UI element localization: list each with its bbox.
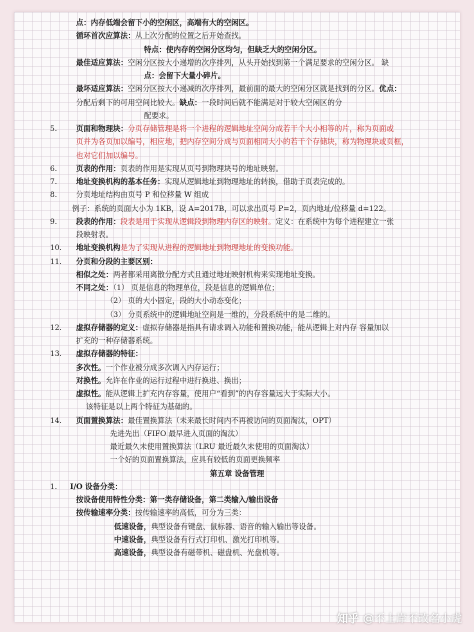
term-label: 页面和物理块：	[76, 124, 128, 133]
term-label: 优点：	[379, 84, 402, 94]
body-text: 从上次分配的位置之后开始查找。	[135, 31, 247, 41]
body-text: 两者都采用离散分配方式且通过地址映射机构来实现地址变换。	[112, 269, 320, 279]
line-text	[76, 347, 143, 360]
note-line	[14, 427, 460, 440]
body-text: 实现从逻辑地址到物理地址的转换，借助于页表完成的。	[164, 177, 350, 186]
line-text	[76, 162, 283, 175]
item-number: 13.	[50, 349, 62, 359]
body-text: 定义：在系统中为每个进程建立一张	[275, 216, 394, 226]
line-text	[76, 96, 342, 109]
item-number: 6.	[50, 163, 58, 173]
body-text: 按传输速率的高低，可分为三类：	[135, 508, 247, 518]
note-line	[14, 493, 460, 506]
note-line	[14, 520, 460, 533]
term-label: 分页和分段的主要区别：	[76, 256, 158, 266]
term-label: 高速设备，	[114, 548, 151, 557]
note-line	[14, 69, 460, 82]
highlight-text: 分页存储管理是将一个进程的逻辑地址空间分成若干个大小相等的片，称为页面或	[127, 124, 394, 133]
term-label: I/O 设备分类：	[70, 481, 123, 491]
note-line	[14, 109, 460, 122]
highlight-text: 是为了实现从进程的逻辑地址到物理地址的变换功能。	[120, 243, 298, 253]
item-number: 11.	[50, 256, 62, 266]
note-line	[14, 175, 460, 188]
note-line	[14, 361, 460, 374]
item-number: 12.	[50, 322, 62, 332]
note-line	[14, 506, 460, 519]
body-text: 一个作业被分成多次调入内存运行；	[105, 362, 224, 372]
term-label: 最佳适应算法：	[76, 57, 128, 67]
item-number: 7.	[50, 177, 58, 186]
note-line	[14, 347, 460, 360]
term-label: 按传输速率分类：	[76, 508, 136, 518]
line-text	[76, 493, 278, 506]
body-text: （2） 页的大小固定，段的大小动态变化；	[106, 296, 247, 306]
body-text: 典型设备有键盘、鼠标器、语音的输入输出等设备。	[150, 521, 321, 531]
term-label: 按设备使用特性分类：第一类存储设备，第二类输入/输出设备	[76, 495, 279, 504]
line-text	[76, 135, 409, 148]
line-text	[144, 69, 225, 82]
term-label: 相似之处：	[76, 269, 113, 279]
body-text: 例子：系统的页面大小为 1KB，设 A=2017B，可以求出页号 P=2，页内地址/位移量 d=122。	[72, 203, 391, 213]
body-text: 空闲分区按大小递减的次序排列，最前面的最大的空闲分区就是找到的分区。	[127, 84, 380, 94]
note-line	[14, 202, 460, 215]
line-text	[110, 440, 314, 453]
body-text: （3） 分页系统中的逻辑地址空间是一维的，分段系统中的是二维的。	[106, 309, 335, 319]
term-label: 页面置换算法：	[76, 415, 128, 425]
note-line	[14, 149, 460, 162]
line-text	[110, 427, 242, 440]
body-text: 一段时间后就不能满足对于较大空闲区的分	[201, 97, 343, 107]
notes-content	[14, 16, 460, 559]
body-text: 配要求。	[144, 110, 174, 120]
note-line	[14, 122, 460, 135]
term-label: 第五章 设备管理	[209, 468, 265, 478]
body-text: 分配后剩下的可用空间比较大。	[76, 97, 180, 107]
body-text: 先进先出（FIFO 最早进入页面的淘汰）	[110, 428, 243, 438]
line-text	[76, 122, 394, 135]
note-line	[14, 374, 460, 387]
line-text	[110, 453, 280, 466]
note-line	[14, 440, 460, 453]
term-label: 缺点：	[179, 97, 202, 107]
note-line	[14, 467, 460, 480]
note-line	[14, 400, 460, 413]
watermark-author: @不上岸不改名小虎	[363, 612, 462, 625]
body-text: 典型设备有磁带机、磁盘机、光盘机等。	[150, 548, 285, 557]
item-number: 5.	[50, 124, 58, 133]
line-text	[76, 281, 279, 294]
line-text	[76, 228, 113, 241]
line-text	[76, 268, 320, 281]
highlight-text: 页并为各页加以编号，相应地，把内存空间分成与页面相同大小的若干个存储块，称为物理块或页框，	[76, 137, 409, 147]
term-label: 页表的作用：	[76, 163, 121, 173]
item-number: 10.	[50, 243, 62, 253]
line-text	[76, 175, 349, 188]
line-text	[76, 149, 143, 162]
note-line	[14, 43, 460, 56]
line-text	[14, 467, 460, 480]
highlight-text: 也对它们加以编号。	[76, 150, 143, 160]
highlight-text: 段表是用于实现从逻辑段到物理内存区的映射。	[120, 216, 276, 226]
body-text: 空闲分区按大小递增的次序排列，从头开始找到第一个满足要求的空闲分区。 缺	[127, 57, 389, 67]
note-line	[14, 162, 460, 175]
line-text	[76, 215, 394, 228]
term-label: 循环首次应算法：	[76, 31, 136, 41]
line-text	[114, 533, 284, 546]
note-line	[14, 546, 460, 559]
body-text: 段映射表。	[76, 230, 113, 239]
body-text: 分页地址结构由页号 P 和位移量 W 组成	[76, 190, 209, 200]
item-number: 14.	[50, 415, 62, 425]
body-text: 页表的作用是实现从页号到物理块号的地址映射。	[120, 163, 283, 173]
line-text	[76, 255, 157, 268]
line-text	[76, 414, 336, 427]
note-line	[14, 268, 460, 281]
note-line	[14, 281, 460, 294]
note-line	[14, 334, 460, 347]
note-line	[14, 255, 460, 268]
note-line	[14, 480, 460, 493]
line-text	[76, 29, 246, 42]
note-line	[14, 321, 460, 334]
note-line	[14, 453, 460, 466]
line-text	[72, 202, 391, 215]
line-text	[76, 506, 246, 519]
term-label: 低速设备，	[114, 521, 151, 531]
line-text	[144, 109, 174, 122]
body-text: 该特征是以上两个特征为基础的。	[86, 402, 197, 412]
line-text	[114, 546, 284, 559]
body-text: 一个好的页面置换算法，应具有较低的页面更换频率	[110, 455, 280, 465]
note-line	[14, 135, 460, 148]
line-text	[86, 400, 197, 413]
item-number: 1.	[50, 481, 58, 491]
line-text	[76, 56, 389, 69]
watermark	[337, 610, 462, 626]
term-label: 虚拟存储器的定义：	[76, 322, 143, 332]
notes-page	[14, 12, 460, 622]
line-text	[76, 374, 246, 387]
note-line	[14, 228, 460, 241]
line-text	[76, 82, 401, 95]
line-text	[76, 188, 209, 201]
note-line	[14, 387, 460, 400]
item-number: 8.	[50, 190, 58, 200]
line-text	[106, 308, 335, 321]
term-label: 多次性。	[76, 362, 106, 372]
term-label: 虚拟性。	[76, 389, 106, 398]
line-text	[70, 480, 122, 493]
term-label: 最坏适应算法：	[76, 84, 128, 94]
line-text	[76, 16, 253, 29]
note-line	[14, 29, 460, 42]
note-line	[14, 16, 460, 29]
term-label: 虚拟存储器的特征：	[76, 349, 143, 359]
term-label: 段表的作用：	[76, 216, 121, 226]
body-text: 虚拟存储器是指具有请求调入功能和置换功能，能从逻辑上对内存 容量加以	[142, 322, 389, 332]
line-text	[114, 520, 321, 533]
term-label: 特点：使内存的空闲分区均匀，但缺乏大的空闲分区。	[144, 44, 322, 54]
note-line	[14, 96, 460, 109]
body-text: 能从逻辑上扩充内存容量，使用户“看到”的内存容量远大于实际大小。	[105, 389, 335, 398]
term-label: 点：内存低端会留下小的空闲区，高端有大的空闲区。	[76, 18, 254, 27]
term-label: 中速设备，	[114, 534, 151, 544]
body-text: 最佳置换算法（未来最长时间内不再被访问的页面淘汰，OPT）	[127, 415, 336, 425]
note-line	[14, 294, 460, 307]
note-line	[14, 414, 460, 427]
line-text	[76, 387, 335, 400]
note-line	[14, 188, 460, 201]
term-label: 地址变换机构	[76, 243, 121, 253]
note-line	[14, 241, 460, 254]
body-text: 典型设备有行式打印机、激光打印机等。	[150, 534, 285, 544]
line-text	[106, 294, 246, 307]
line-text	[76, 334, 157, 347]
body-text: （1） 页是信息的物理单位，段是信息的逻辑单位；	[112, 283, 279, 292]
zhihu-logo: 知乎	[337, 612, 359, 625]
body-text: 最近最久未使用置换算法（LRU 最近最久未使用的页面淘汰）	[110, 442, 314, 451]
note-line	[14, 215, 460, 228]
body-text: 允许在作业的运行过程中进行换进、换出；	[105, 375, 247, 385]
note-line	[14, 533, 460, 546]
term-label: 点：会留下大量小碎片。	[144, 71, 226, 80]
note-line	[14, 308, 460, 321]
note-line	[14, 56, 460, 69]
line-text	[144, 43, 321, 56]
term-label: 地址变换机构的基本任务：	[76, 177, 165, 186]
note-line	[14, 82, 460, 95]
term-label: 不同之处：	[76, 283, 113, 292]
line-text	[76, 321, 389, 334]
term-label: 对换性。	[76, 375, 106, 385]
line-text	[76, 361, 224, 374]
line-text	[76, 241, 298, 254]
body-text: 扩充的一种存储器系统。	[76, 336, 158, 345]
item-number: 9.	[50, 216, 58, 226]
